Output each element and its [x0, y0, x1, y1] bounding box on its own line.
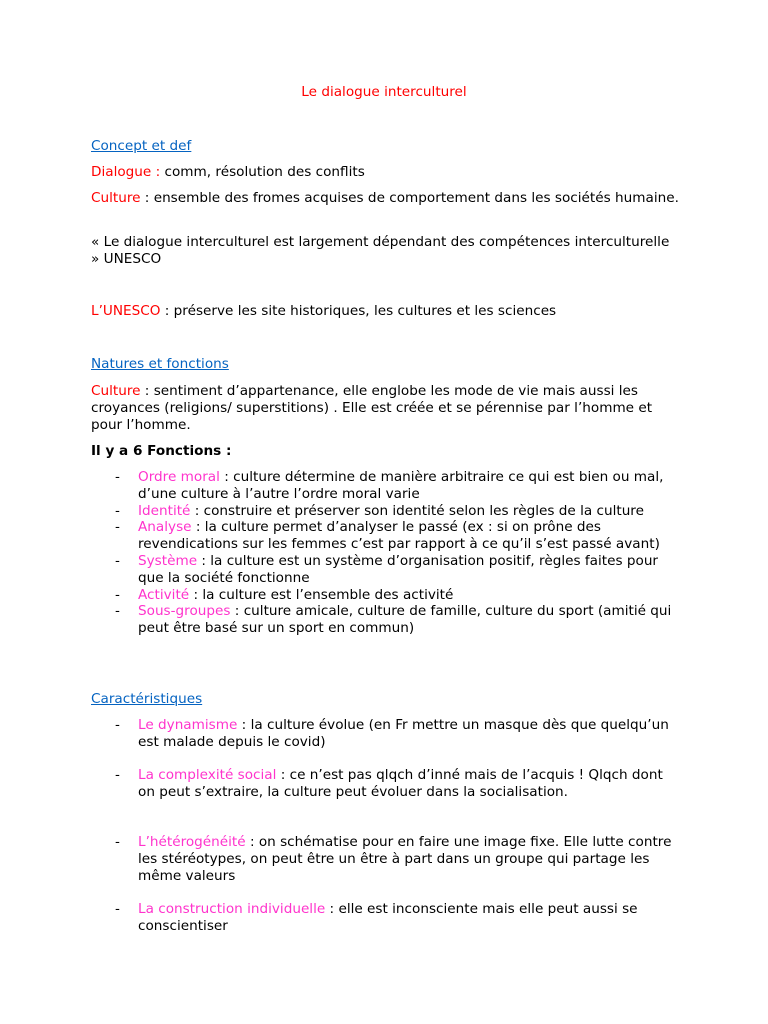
text-sous-groupes: : culture amicale, culture de famille, culture du sport (amitié qui peut être basé sur un sport en commun) — [138, 603, 672, 637]
paragraph-culture-nature — [91, 383, 681, 433]
definition-unesco: : préserve les site historiques, les cultures et les sciences — [160, 303, 557, 319]
term-dialogue: Dialogue : — [91, 164, 161, 180]
text-systeme: : la culture est un système d’organisation positif, règles faites pour que la société fonctionne — [138, 552, 659, 586]
text-complexite-social: : ce n’est pas qlqch d’inné mais de l’acquis ! Qlqch dont on peut s’extraire, la culture peut évoluer dans la socialisation. — [138, 767, 663, 800]
list-item-identite — [91, 503, 681, 520]
list-item-complexite-social — [91, 767, 681, 801]
paragraph-dialogue — [91, 164, 681, 181]
text-dynamisme: : la culture évolue (en Fr mettre un masque dès que quelqu’un est malade depuis le covid) — [138, 717, 669, 750]
term-complexite-social: La complexité social — [138, 767, 277, 783]
term-analyse: Analyse — [138, 519, 192, 536]
text-analyse: : la culture permet d’analyser le passé (ex : si on prône des revendications sur les femmes c’est par rapport à ce qu’il s’est passé avant) — [138, 519, 660, 553]
list-item-ordre-moral — [91, 469, 681, 503]
section-heading-concept[interactable]: Concept et def — [91, 138, 192, 154]
list-item-activite — [91, 587, 681, 604]
paragraph-unesco-quote: « Le dialogue interculturel est largement dépendant des compétences interculturelle » UNESCO — [91, 234, 670, 267]
functions-list — [91, 469, 681, 637]
caracteristiques-list-4 — [91, 901, 681, 935]
term-culture-nature: Culture — [91, 383, 141, 399]
term-identite: Identité — [138, 502, 191, 519]
section-heading-natures[interactable]: Natures et fonctions — [91, 356, 229, 372]
term-ordre-moral: Ordre moral — [138, 469, 220, 485]
term-heterogeneite: L’hétérogénéité — [138, 834, 246, 850]
list-item-sous-groupes — [91, 603, 681, 637]
definition-dialogue: comm, résolution des conflits — [160, 164, 365, 180]
term-dynamisme: Le dynamisme — [138, 717, 238, 733]
list-item-dynamisme — [91, 717, 681, 751]
paragraph-culture-definition — [91, 190, 681, 207]
text-identite: : construire et préserver son identité selon les règles de la culture — [190, 502, 644, 519]
definition-culture: : ensemble des fromes acquises de comportement dans les sociétés humaine. — [140, 190, 679, 206]
caracteristiques-list-1 — [91, 717, 681, 751]
caracteristiques-list-3 — [91, 834, 681, 884]
list-item-systeme — [91, 553, 681, 587]
paragraph-unesco — [91, 303, 681, 320]
caracteristiques-list-2 — [91, 767, 681, 801]
text-activite: : la culture est l’ensemble des activité — [189, 586, 454, 603]
list-item-analyse — [91, 519, 681, 553]
list-item-construction-individuelle — [91, 901, 681, 935]
text-ordre-moral: : culture détermine de manière arbitraire ce qui est bien ou mal, d’une culture à l’autre l’ordre moral varie — [138, 469, 664, 502]
term-culture: Culture — [91, 190, 141, 206]
term-unesco: L’UNESCO — [91, 303, 161, 319]
document-title: Le dialogue interculturel — [301, 84, 467, 100]
term-construction-individuelle: La construction individuelle — [138, 901, 326, 917]
definition-culture-nature: : sentiment d’appartenance, elle englobe les mode de vie mais aussi les croyances (religions/ superstitions) . Elle est créée et se pérennise par l’homme et pour l’homme. — [91, 383, 653, 433]
term-activite: Activité — [138, 586, 190, 603]
text-construction-individuelle: : elle est inconsciente mais elle peut aussi se conscientiser — [138, 901, 638, 934]
text-heterogeneite: : on schématise pour en faire une image fixe. Elle lutte contre les stéréotypes, on peut être un être à part dans un groupe qui partage les même valeurs — [138, 834, 672, 884]
term-systeme: Système — [138, 552, 198, 569]
section-heading-caracteristiques[interactable]: Caractéristiques — [91, 691, 203, 707]
term-sous-groupes: Sous-groupes — [138, 603, 231, 620]
list-item-heterogeneite — [91, 834, 681, 884]
functions-title: Il y a 6 Fonctions : — [91, 443, 232, 459]
